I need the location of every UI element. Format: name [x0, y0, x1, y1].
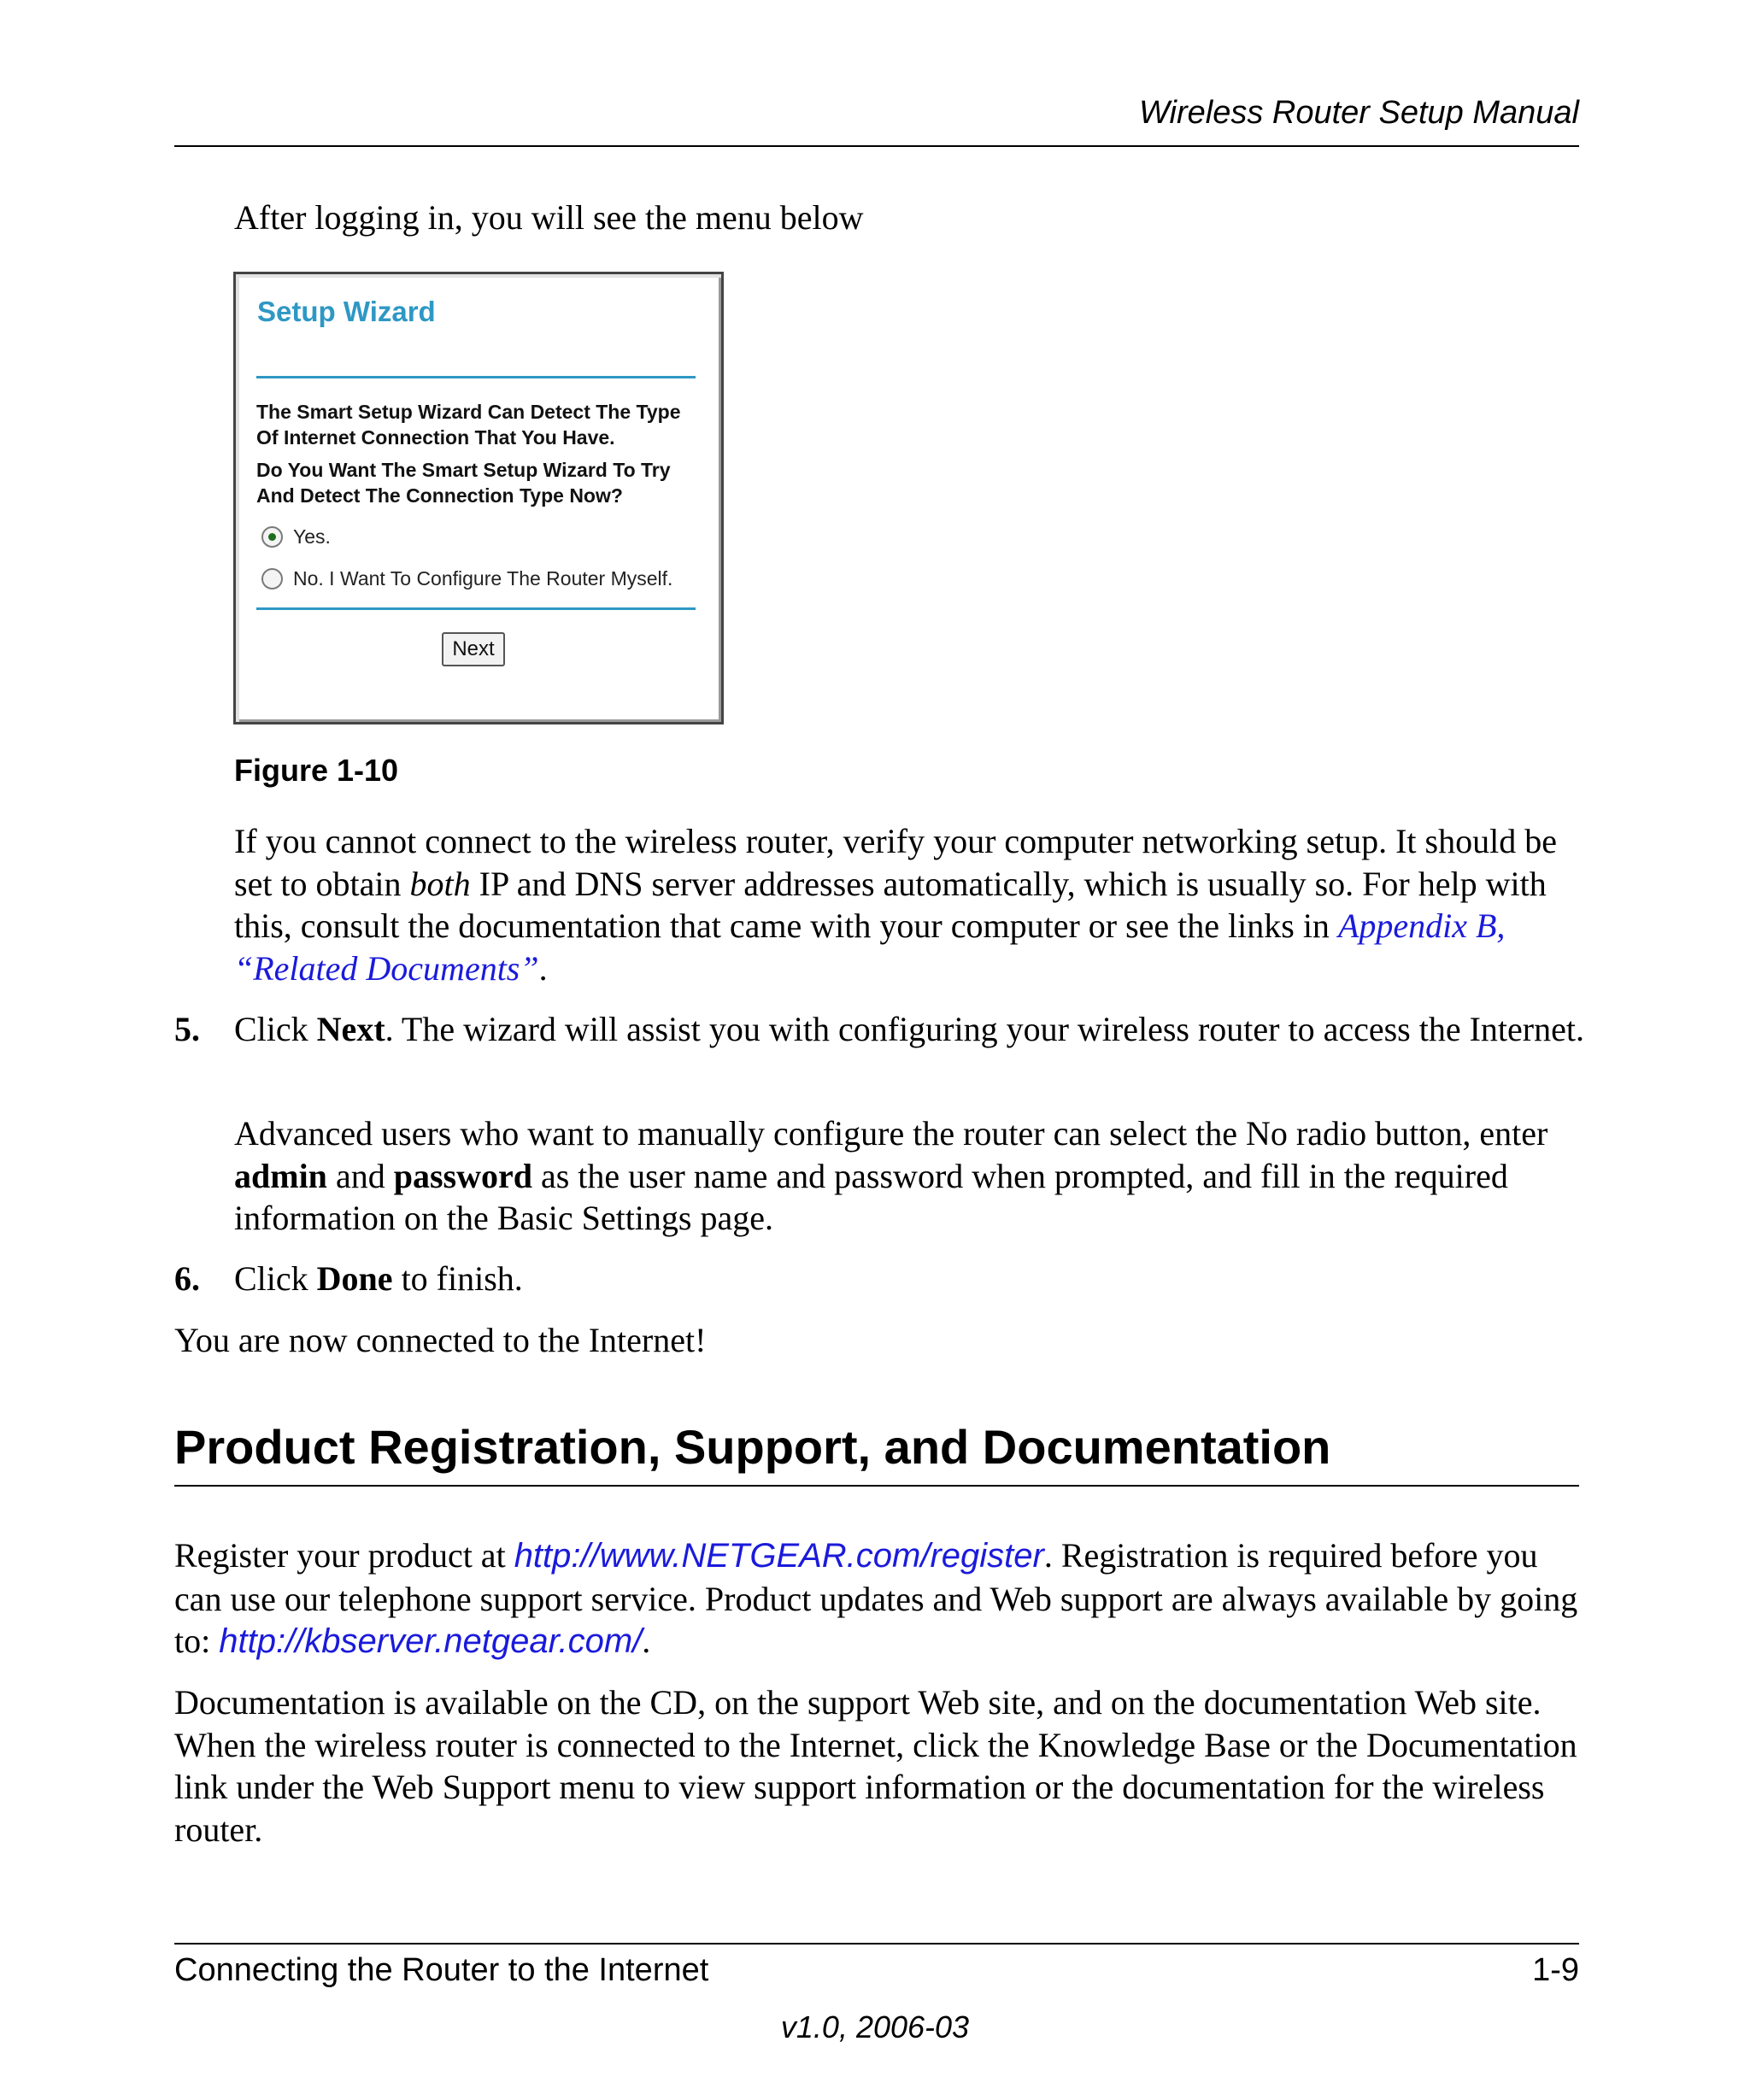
connect-text-1: If you cannot connect to the wireless router, verify your computer networking setup. It should be set to obtain [234, 822, 1557, 903]
step-5-text [234, 1008, 1584, 1051]
figure-caption: Figure 1-10 [234, 753, 399, 788]
step-6-text [234, 1258, 1584, 1300]
radio-option-no[interactable] [261, 565, 672, 592]
radio-option-yes[interactable] [261, 523, 331, 550]
register-text-1: Register your product at [174, 1536, 514, 1575]
connect-help-paragraph [234, 820, 1584, 989]
intro-text: After logging in, you will see the menu below [234, 198, 864, 237]
radio-no-unselected-icon[interactable] [261, 568, 283, 590]
wizard-detect-line-1: The Smart Setup Wizard Can Detect The Type [256, 401, 681, 423]
step-6-text-2: to finish. [392, 1259, 523, 1298]
wizard-bottom-rule [256, 607, 696, 610]
next-button[interactable]: Next [442, 632, 505, 666]
radio-no-label: No. I Want To Configure The Router Myself. [293, 566, 673, 590]
step-5-text-1: Click [234, 1010, 317, 1048]
kbserver-url-link[interactable]: http://kbserver.netgear.com/ [219, 1622, 643, 1660]
step-6-bold: Done [316, 1259, 393, 1298]
wizard-top-rule [256, 376, 696, 378]
advanced-text-2: and [326, 1156, 394, 1195]
register-url-link[interactable]: http://www.NETGEAR.com/register [514, 1537, 1044, 1575]
wizard-question-line-1: Do You Want The Smart Setup Wizard To Try [256, 459, 671, 481]
connect-text-2: IP and DNS server addresses automatically, which is usually so. For help with this, consult the documentation that came with your computer or see the links in [234, 864, 1547, 945]
step-6-text-1: Click [234, 1259, 317, 1298]
running-header: Wireless Router Setup Manual [1138, 95, 1579, 131]
connect-emphasis: both [409, 864, 471, 903]
setup-wizard-screenshot [233, 272, 724, 724]
register-text-3: . [642, 1622, 651, 1660]
step-5-text-2: . The wizard will assist you with configuring your wireless router to access the Internet. [385, 1010, 1584, 1048]
advanced-text-3: as the user name and password when prompted, and fill in the required information on the Basic Settings page. [234, 1156, 1508, 1237]
footer-rule [174, 1943, 1579, 1945]
appendix-b-link[interactable]: Appendix B, “Related Documents” [234, 906, 1506, 988]
connect-text-3: . [538, 948, 548, 988]
wizard-question-text [256, 457, 709, 508]
step-6-number: 6. [174, 1259, 200, 1298]
step-5-number: 5. [174, 1010, 200, 1048]
register-paragraph [174, 1534, 1584, 1663]
connected-text: You are now connected to the Internet! [174, 1321, 707, 1359]
header-rule [174, 145, 1579, 147]
advanced-users-paragraph [234, 1112, 1584, 1240]
footer-chapter: Connecting the Router to the Internet [174, 1952, 709, 1988]
section-heading: Product Registration, Support, and Documentation [174, 1420, 1331, 1474]
wizard-title: Setup Wizard [257, 296, 436, 327]
footer-version: v1.0, 2006-03 [780, 2009, 970, 2044]
radio-yes-label: Yes. [293, 525, 331, 548]
advanced-bold-password: password [393, 1156, 532, 1195]
step-5-bold: Next [316, 1010, 385, 1048]
wizard-question-line-2: And Detect The Connection Type Now? [256, 484, 623, 507]
advanced-bold-admin: admin [234, 1156, 327, 1195]
advanced-text-1: Advanced users who want to manually configure the router can select the No radio button, enter [234, 1114, 1548, 1153]
documentation-paragraph: Documentation is available on the CD, on the support Web site, and on the documentation Web site. When the wireless router is connected to the Internet, click the Knowledge Base or the Documentation link under the Web Support menu to view support information or the documentation for the wireless router. [174, 1683, 1577, 1849]
radio-yes-selected-icon[interactable] [261, 526, 283, 548]
footer-page-number: 1-9 [1532, 1952, 1579, 1988]
wizard-detect-text [256, 399, 709, 450]
register-text-2: . Registration is required before you can use our telephone support service. Product updates and Web support are always available by going to: [174, 1536, 1578, 1660]
section-heading-rule [174, 1485, 1579, 1487]
wizard-detect-line-2: Of Internet Connection That You Have. [256, 426, 615, 449]
